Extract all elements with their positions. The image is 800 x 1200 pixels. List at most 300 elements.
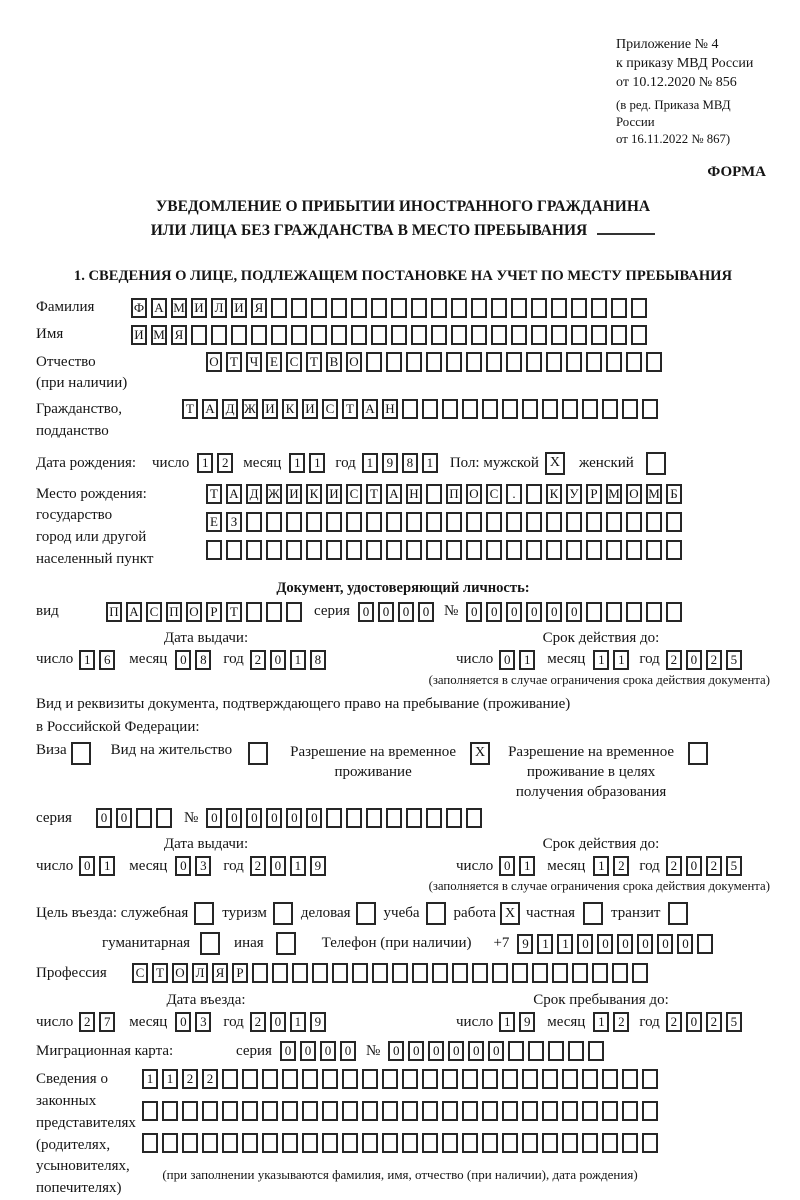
char-cell[interactable]: А: [202, 399, 218, 419]
char-cell[interactable]: [402, 1069, 418, 1089]
char-cell[interactable]: 0: [116, 808, 132, 828]
char-cell[interactable]: С: [486, 484, 502, 504]
char-cell[interactable]: Я: [251, 298, 267, 318]
char-cell[interactable]: [471, 298, 487, 318]
char-cell[interactable]: 8: [310, 650, 326, 670]
char-cell[interactable]: [551, 325, 567, 345]
char-cell[interactable]: [406, 512, 422, 532]
char-cell[interactable]: [282, 1101, 298, 1121]
char-cell[interactable]: [666, 512, 682, 532]
char-cell[interactable]: [322, 1069, 338, 1089]
char-cell[interactable]: [666, 540, 682, 560]
char-cell[interactable]: 0: [506, 602, 522, 622]
char-cell[interactable]: [466, 512, 482, 532]
char-cell[interactable]: А: [386, 484, 402, 504]
purpose-business-checkbox[interactable]: [194, 902, 214, 925]
char-cell[interactable]: 9: [519, 1012, 535, 1032]
char-cell[interactable]: [386, 352, 402, 372]
sex-female-checkbox[interactable]: [646, 452, 666, 475]
char-cell[interactable]: [582, 1101, 598, 1121]
char-cell[interactable]: [342, 1101, 358, 1121]
char-cell[interactable]: [286, 512, 302, 532]
char-cell[interactable]: [291, 325, 307, 345]
char-cell[interactable]: 0: [486, 602, 502, 622]
char-cell[interactable]: 1: [290, 650, 306, 670]
char-cell[interactable]: [522, 399, 538, 419]
char-cell[interactable]: [588, 1041, 604, 1061]
char-cell[interactable]: [402, 1133, 418, 1153]
char-cell[interactable]: 2: [202, 1069, 218, 1089]
char-cell[interactable]: [566, 352, 582, 372]
char-cell[interactable]: [571, 298, 587, 318]
char-cell[interactable]: [482, 1069, 498, 1089]
char-cell[interactable]: Д: [246, 484, 262, 504]
char-cell[interactable]: 0: [378, 602, 394, 622]
char-cell[interactable]: [202, 1101, 218, 1121]
char-cell[interactable]: [602, 399, 618, 419]
char-cell[interactable]: И: [191, 298, 207, 318]
char-cell[interactable]: [266, 512, 282, 532]
char-cell[interactable]: Ж: [242, 399, 258, 419]
char-cell[interactable]: [486, 352, 502, 372]
char-cell[interactable]: [586, 602, 602, 622]
char-cell[interactable]: [442, 399, 458, 419]
char-cell[interactable]: [631, 298, 647, 318]
char-cell[interactable]: [626, 512, 642, 532]
char-cell[interactable]: 0: [466, 602, 482, 622]
purpose-commercial-checkbox[interactable]: [356, 902, 376, 925]
char-cell[interactable]: [626, 540, 642, 560]
char-cell[interactable]: [372, 963, 388, 983]
char-cell[interactable]: П: [106, 602, 122, 622]
char-cell[interactable]: [422, 1133, 438, 1153]
char-cell[interactable]: [606, 352, 622, 372]
char-cell[interactable]: [642, 399, 658, 419]
char-cell[interactable]: [622, 1101, 638, 1121]
char-cell[interactable]: 2: [666, 1012, 682, 1032]
char-cell[interactable]: 0: [526, 602, 542, 622]
char-cell[interactable]: М: [606, 484, 622, 504]
char-cell[interactable]: [502, 1133, 518, 1153]
char-cell[interactable]: [486, 540, 502, 560]
char-cell[interactable]: [451, 325, 467, 345]
char-cell[interactable]: П: [166, 602, 182, 622]
char-cell[interactable]: [391, 298, 407, 318]
char-cell[interactable]: Ф: [131, 298, 147, 318]
char-cell[interactable]: 1: [79, 650, 95, 670]
char-cell[interactable]: А: [226, 484, 242, 504]
char-cell[interactable]: 5: [726, 1012, 742, 1032]
char-cell[interactable]: [582, 1069, 598, 1089]
char-cell[interactable]: [471, 325, 487, 345]
char-cell[interactable]: С: [346, 484, 362, 504]
char-cell[interactable]: [272, 963, 288, 983]
char-cell[interactable]: И: [286, 484, 302, 504]
char-cell[interactable]: [531, 325, 547, 345]
char-cell[interactable]: [566, 540, 582, 560]
char-cell[interactable]: [542, 1069, 558, 1089]
char-cell[interactable]: [466, 540, 482, 560]
char-cell[interactable]: 0: [488, 1041, 504, 1061]
char-cell[interactable]: [262, 1101, 278, 1121]
char-cell[interactable]: 2: [250, 856, 266, 876]
char-cell[interactable]: И: [302, 399, 318, 419]
char-cell[interactable]: [552, 963, 568, 983]
char-cell[interactable]: [602, 1133, 618, 1153]
char-cell[interactable]: К: [546, 484, 562, 504]
char-cell[interactable]: [422, 1069, 438, 1089]
char-cell[interactable]: 0: [266, 808, 282, 828]
char-cell[interactable]: 0: [448, 1041, 464, 1061]
char-cell[interactable]: [491, 325, 507, 345]
char-cell[interactable]: 0: [686, 856, 702, 876]
char-cell[interactable]: [522, 1101, 538, 1121]
char-cell[interactable]: [611, 325, 627, 345]
char-cell[interactable]: 9: [310, 1012, 326, 1032]
purpose-other-checkbox[interactable]: [276, 932, 296, 955]
char-cell[interactable]: 9: [310, 856, 326, 876]
char-cell[interactable]: 1: [142, 1069, 158, 1089]
char-cell[interactable]: 1: [519, 650, 535, 670]
char-cell[interactable]: 2: [706, 1012, 722, 1032]
char-cell[interactable]: [551, 298, 567, 318]
char-cell[interactable]: [291, 298, 307, 318]
char-cell[interactable]: Р: [206, 602, 222, 622]
char-cell[interactable]: [326, 540, 342, 560]
char-cell[interactable]: [482, 1101, 498, 1121]
char-cell[interactable]: [382, 1069, 398, 1089]
char-cell[interactable]: П: [446, 484, 462, 504]
char-cell[interactable]: [606, 512, 622, 532]
char-cell[interactable]: Я: [212, 963, 228, 983]
char-cell[interactable]: .: [506, 484, 522, 504]
char-cell[interactable]: 0: [657, 934, 673, 954]
char-cell[interactable]: [446, 352, 462, 372]
char-cell[interactable]: [362, 1069, 378, 1089]
char-cell[interactable]: [342, 1069, 358, 1089]
char-cell[interactable]: [402, 1101, 418, 1121]
char-cell[interactable]: [251, 325, 267, 345]
char-cell[interactable]: 0: [246, 808, 262, 828]
char-cell[interactable]: [452, 963, 468, 983]
char-cell[interactable]: [331, 298, 347, 318]
purpose-private-checkbox[interactable]: [583, 902, 603, 925]
char-cell[interactable]: [572, 963, 588, 983]
char-cell[interactable]: [266, 540, 282, 560]
char-cell[interactable]: Т: [226, 352, 242, 372]
char-cell[interactable]: [482, 1133, 498, 1153]
char-cell[interactable]: [446, 808, 462, 828]
char-cell[interactable]: 2: [706, 650, 722, 670]
char-cell[interactable]: [611, 298, 627, 318]
char-cell[interactable]: 1: [537, 934, 553, 954]
char-cell[interactable]: [522, 1069, 538, 1089]
char-cell[interactable]: И: [131, 325, 147, 345]
char-cell[interactable]: [626, 602, 642, 622]
char-cell[interactable]: 0: [270, 856, 286, 876]
char-cell[interactable]: 1: [162, 1069, 178, 1089]
char-cell[interactable]: [346, 540, 362, 560]
char-cell[interactable]: 5: [726, 856, 742, 876]
char-cell[interactable]: 0: [546, 602, 562, 622]
char-cell[interactable]: [271, 298, 287, 318]
char-cell[interactable]: 0: [306, 808, 322, 828]
char-cell[interactable]: 2: [182, 1069, 198, 1089]
char-cell[interactable]: 1: [290, 1012, 306, 1032]
char-cell[interactable]: 0: [686, 1012, 702, 1032]
char-cell[interactable]: [412, 963, 428, 983]
char-cell[interactable]: 6: [99, 650, 115, 670]
char-cell[interactable]: [502, 1101, 518, 1121]
char-cell[interactable]: У: [566, 484, 582, 504]
purpose-study-checkbox[interactable]: [426, 902, 446, 925]
char-cell[interactable]: [546, 540, 562, 560]
char-cell[interactable]: [511, 298, 527, 318]
char-cell[interactable]: 0: [418, 602, 434, 622]
char-cell[interactable]: [362, 1101, 378, 1121]
char-cell[interactable]: 1: [593, 1012, 609, 1032]
char-cell[interactable]: 1: [309, 453, 325, 473]
char-cell[interactable]: [431, 325, 447, 345]
char-cell[interactable]: [156, 808, 172, 828]
char-cell[interactable]: [442, 1069, 458, 1089]
char-cell[interactable]: [582, 399, 598, 419]
char-cell[interactable]: 0: [175, 856, 191, 876]
char-cell[interactable]: [462, 1069, 478, 1089]
char-cell[interactable]: [366, 512, 382, 532]
char-cell[interactable]: [542, 399, 558, 419]
char-cell[interactable]: [526, 540, 542, 560]
char-cell[interactable]: [446, 512, 462, 532]
char-cell[interactable]: [262, 1133, 278, 1153]
char-cell[interactable]: И: [231, 298, 247, 318]
char-cell[interactable]: [526, 484, 542, 504]
char-cell[interactable]: [466, 352, 482, 372]
char-cell[interactable]: Я: [171, 325, 187, 345]
char-cell[interactable]: [642, 1101, 658, 1121]
char-cell[interactable]: [311, 325, 327, 345]
char-cell[interactable]: [562, 399, 578, 419]
char-cell[interactable]: 1: [289, 453, 305, 473]
char-cell[interactable]: [342, 1133, 358, 1153]
char-cell[interactable]: [386, 808, 402, 828]
char-cell[interactable]: 0: [206, 808, 222, 828]
char-cell[interactable]: [246, 540, 262, 560]
char-cell[interactable]: [392, 963, 408, 983]
char-cell[interactable]: [506, 512, 522, 532]
char-cell[interactable]: [466, 808, 482, 828]
char-cell[interactable]: [182, 1133, 198, 1153]
char-cell[interactable]: [622, 1069, 638, 1089]
char-cell[interactable]: [382, 1133, 398, 1153]
char-cell[interactable]: 1: [519, 856, 535, 876]
char-cell[interactable]: [546, 512, 562, 532]
visa-checkbox[interactable]: [71, 742, 91, 765]
char-cell[interactable]: 0: [408, 1041, 424, 1061]
char-cell[interactable]: [362, 1133, 378, 1153]
char-cell[interactable]: [402, 399, 418, 419]
char-cell[interactable]: 1: [422, 453, 438, 473]
char-cell[interactable]: М: [151, 325, 167, 345]
char-cell[interactable]: 5: [726, 650, 742, 670]
residence-permit-checkbox[interactable]: [248, 742, 268, 765]
char-cell[interactable]: [262, 1069, 278, 1089]
char-cell[interactable]: 0: [300, 1041, 316, 1061]
char-cell[interactable]: [371, 298, 387, 318]
char-cell[interactable]: [626, 352, 642, 372]
char-cell[interactable]: [162, 1133, 178, 1153]
char-cell[interactable]: А: [362, 399, 378, 419]
char-cell[interactable]: [512, 963, 528, 983]
char-cell[interactable]: С: [286, 352, 302, 372]
char-cell[interactable]: 0: [96, 808, 112, 828]
char-cell[interactable]: 0: [320, 1041, 336, 1061]
char-cell[interactable]: [542, 1133, 558, 1153]
char-cell[interactable]: [646, 352, 662, 372]
char-cell[interactable]: [246, 512, 262, 532]
char-cell[interactable]: О: [346, 352, 362, 372]
char-cell[interactable]: О: [172, 963, 188, 983]
char-cell[interactable]: [606, 540, 622, 560]
char-cell[interactable]: 0: [468, 1041, 484, 1061]
char-cell[interactable]: Л: [211, 298, 227, 318]
char-cell[interactable]: [426, 484, 442, 504]
char-cell[interactable]: 3: [195, 856, 211, 876]
char-cell[interactable]: 1: [593, 856, 609, 876]
char-cell[interactable]: [242, 1101, 258, 1121]
char-cell[interactable]: 0: [270, 650, 286, 670]
char-cell[interactable]: [631, 325, 647, 345]
char-cell[interactable]: [282, 1133, 298, 1153]
char-cell[interactable]: [666, 602, 682, 622]
char-cell[interactable]: 3: [195, 1012, 211, 1032]
char-cell[interactable]: [422, 399, 438, 419]
char-cell[interactable]: 1: [99, 856, 115, 876]
char-cell[interactable]: [136, 808, 152, 828]
char-cell[interactable]: С: [146, 602, 162, 622]
char-cell[interactable]: [502, 399, 518, 419]
char-cell[interactable]: 2: [250, 1012, 266, 1032]
char-cell[interactable]: С: [132, 963, 148, 983]
char-cell[interactable]: М: [646, 484, 662, 504]
char-cell[interactable]: [366, 352, 382, 372]
char-cell[interactable]: [311, 298, 327, 318]
char-cell[interactable]: А: [126, 602, 142, 622]
char-cell[interactable]: Н: [406, 484, 422, 504]
char-cell[interactable]: 0: [617, 934, 633, 954]
char-cell[interactable]: 1: [197, 453, 213, 473]
char-cell[interactable]: [191, 325, 207, 345]
char-cell[interactable]: [282, 1069, 298, 1089]
char-cell[interactable]: Н: [382, 399, 398, 419]
char-cell[interactable]: [462, 1101, 478, 1121]
char-cell[interactable]: 2: [666, 650, 682, 670]
char-cell[interactable]: [522, 1133, 538, 1153]
char-cell[interactable]: [202, 1133, 218, 1153]
char-cell[interactable]: [451, 298, 467, 318]
char-cell[interactable]: Ч: [246, 352, 262, 372]
char-cell[interactable]: З: [226, 512, 242, 532]
char-cell[interactable]: [422, 1101, 438, 1121]
char-cell[interactable]: [222, 1133, 238, 1153]
char-cell[interactable]: [182, 1101, 198, 1121]
char-cell[interactable]: [142, 1101, 158, 1121]
char-cell[interactable]: [591, 325, 607, 345]
char-cell[interactable]: Т: [366, 484, 382, 504]
char-cell[interactable]: [426, 352, 442, 372]
char-cell[interactable]: [162, 1101, 178, 1121]
char-cell[interactable]: 0: [566, 602, 582, 622]
char-cell[interactable]: О: [186, 602, 202, 622]
char-cell[interactable]: 2: [217, 453, 233, 473]
char-cell[interactable]: Д: [222, 399, 238, 419]
char-cell[interactable]: 1: [499, 1012, 515, 1032]
char-cell[interactable]: [306, 540, 322, 560]
char-cell[interactable]: [382, 1101, 398, 1121]
char-cell[interactable]: [271, 325, 287, 345]
char-cell[interactable]: [351, 325, 367, 345]
char-cell[interactable]: [386, 540, 402, 560]
char-cell[interactable]: [142, 1133, 158, 1153]
char-cell[interactable]: [442, 1133, 458, 1153]
char-cell[interactable]: 8: [195, 650, 211, 670]
char-cell[interactable]: [302, 1069, 318, 1089]
char-cell[interactable]: [391, 325, 407, 345]
char-cell[interactable]: 0: [388, 1041, 404, 1061]
char-cell[interactable]: [646, 602, 662, 622]
char-cell[interactable]: [542, 1101, 558, 1121]
char-cell[interactable]: [352, 963, 368, 983]
char-cell[interactable]: [366, 540, 382, 560]
char-cell[interactable]: [511, 325, 527, 345]
char-cell[interactable]: 0: [499, 856, 515, 876]
char-cell[interactable]: Т: [306, 352, 322, 372]
char-cell[interactable]: Ж: [266, 484, 282, 504]
char-cell[interactable]: [568, 1041, 584, 1061]
char-cell[interactable]: [566, 512, 582, 532]
char-cell[interactable]: [406, 540, 422, 560]
char-cell[interactable]: [462, 1133, 478, 1153]
char-cell[interactable]: Е: [206, 512, 222, 532]
char-cell[interactable]: 0: [270, 1012, 286, 1032]
char-cell[interactable]: 0: [175, 1012, 191, 1032]
char-cell[interactable]: 2: [79, 1012, 95, 1032]
char-cell[interactable]: [242, 1133, 258, 1153]
char-cell[interactable]: [491, 298, 507, 318]
char-cell[interactable]: [562, 1069, 578, 1089]
char-cell[interactable]: [592, 963, 608, 983]
char-cell[interactable]: [586, 512, 602, 532]
char-cell[interactable]: [346, 512, 362, 532]
char-cell[interactable]: [602, 1101, 618, 1121]
char-cell[interactable]: [602, 1069, 618, 1089]
purpose-transit-checkbox[interactable]: [668, 902, 688, 925]
char-cell[interactable]: К: [282, 399, 298, 419]
char-cell[interactable]: [571, 325, 587, 345]
char-cell[interactable]: 0: [175, 650, 191, 670]
char-cell[interactable]: О: [466, 484, 482, 504]
char-cell[interactable]: 0: [226, 808, 242, 828]
char-cell[interactable]: 1: [613, 650, 629, 670]
char-cell[interactable]: [302, 1133, 318, 1153]
char-cell[interactable]: 0: [398, 602, 414, 622]
char-cell[interactable]: [586, 540, 602, 560]
char-cell[interactable]: [508, 1041, 524, 1061]
char-cell[interactable]: [286, 602, 302, 622]
char-cell[interactable]: [446, 540, 462, 560]
char-cell[interactable]: [526, 352, 542, 372]
char-cell[interactable]: 2: [613, 856, 629, 876]
